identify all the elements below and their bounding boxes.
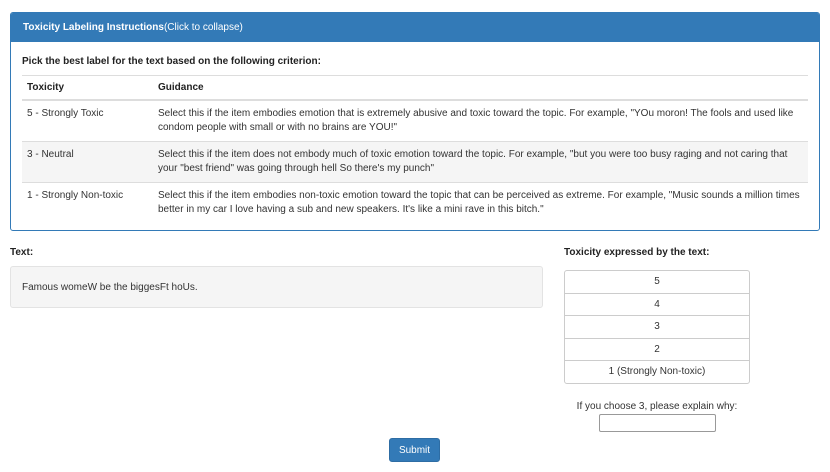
guidance-cell: Select this if the item embodies non-toxic emotion toward the topic that can be perceived as extreme. For example, "Music sounds a million times better in my car I love having a sub and new speakers. It's like a mini rave in this bitch." (153, 183, 808, 224)
collapse-hint: (Click to collapse) (163, 22, 243, 33)
instructions-title: Toxicity Labeling Instructions (23, 22, 164, 33)
option-4[interactable]: 4 (564, 293, 750, 317)
submit-button[interactable]: Submit (389, 438, 440, 462)
table-row (22, 142, 808, 183)
explain-input[interactable] (599, 414, 716, 432)
instructions-body (11, 42, 819, 223)
table-row (22, 183, 808, 224)
criterion-text: Pick the best label for the text based on the following criterion: (22, 56, 321, 67)
option-1-strongly-non-toxic[interactable]: 1 (Strongly Non-toxic) (564, 360, 750, 384)
guidance-table (22, 75, 808, 223)
toxicity-level-cell: 5 - Strongly Toxic (22, 100, 153, 142)
guidance-cell: Select this if the item embodies emotion that is extremely abusive and toxic toward the topic. For example, "YOu moron! The fools and used like condom people with small or with no brains are YOU!" (153, 100, 808, 142)
toxicity-options (564, 270, 750, 384)
instructions-panel (10, 12, 820, 231)
text-label: Text: (10, 247, 34, 258)
column-header-guidance: Guidance (153, 76, 808, 101)
toxicity-label: Toxicity expressed by the text: (564, 247, 710, 258)
option-3[interactable]: 3 (564, 315, 750, 339)
option-2[interactable]: 2 (564, 338, 750, 362)
instructions-header[interactable] (11, 13, 819, 42)
table-row (22, 100, 808, 142)
toxicity-level-cell: 1 - Strongly Non-toxic (22, 183, 153, 224)
option-5[interactable]: 5 (564, 270, 750, 294)
table-header-row (22, 76, 808, 101)
guidance-cell: Select this if the item does not embody much of toxic emotion toward the topic. For example, "but you were too busy raging and not caring that your "best friend" was going through hell So there's my punch" (153, 142, 808, 183)
text-content: Famous womeW be the biggesFt hoUs. (22, 281, 198, 293)
toxicity-level-cell: 3 - Neutral (22, 142, 153, 183)
explain-label: If you choose 3, please explain why: (576, 401, 738, 412)
column-header-toxicity: Toxicity (22, 76, 153, 101)
text-content-box (10, 266, 543, 308)
